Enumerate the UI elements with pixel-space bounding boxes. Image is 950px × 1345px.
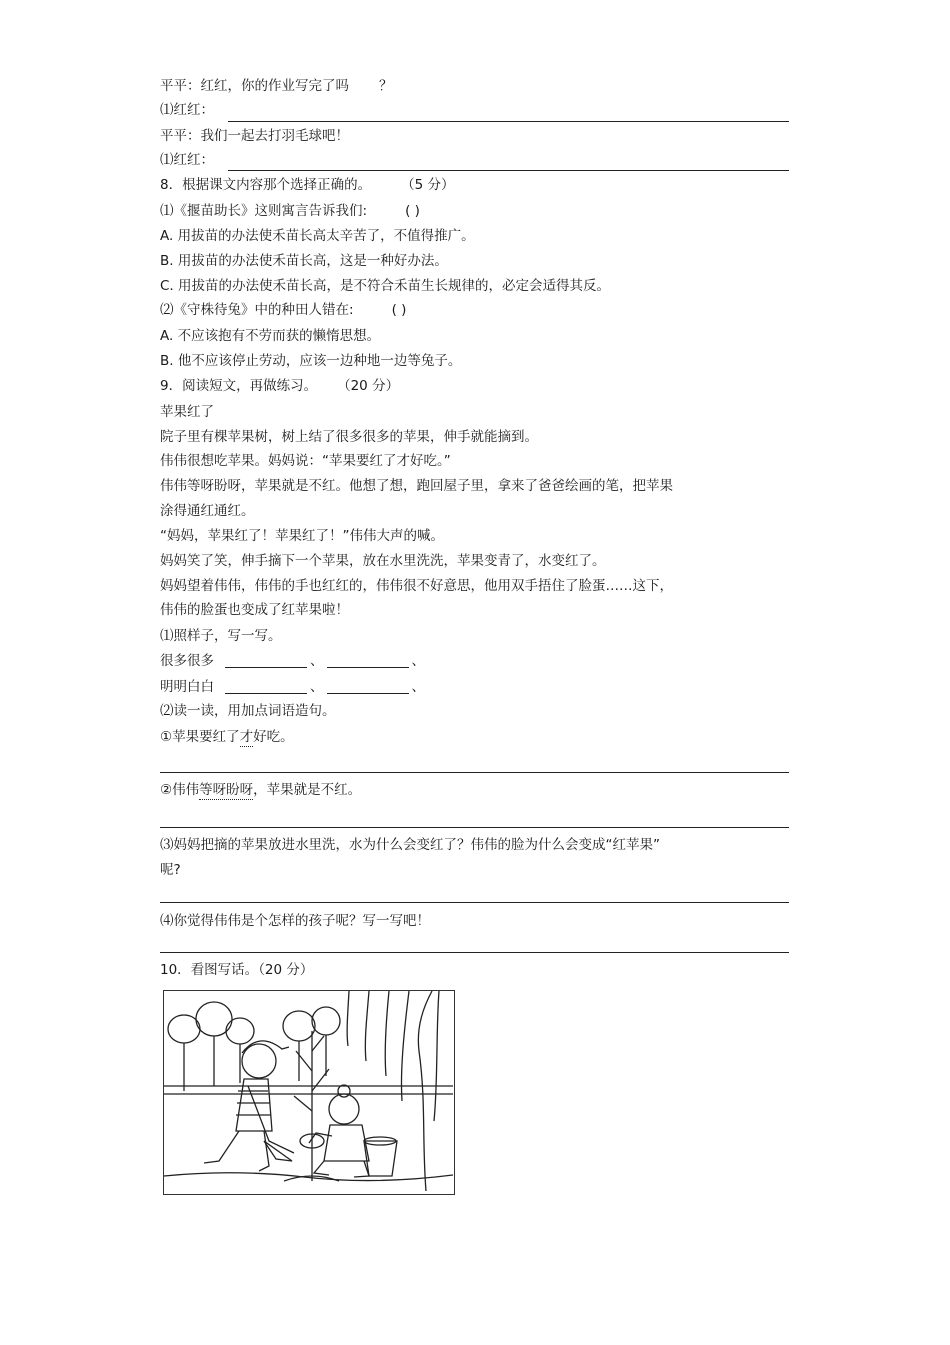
answer-line[interactable]	[160, 827, 789, 828]
answer-line[interactable]	[228, 121, 789, 122]
q8-score: （5 分）	[401, 177, 455, 193]
q8-sub1	[160, 201, 420, 221]
sentence-example-2	[160, 780, 361, 800]
dialog-line-1	[160, 76, 393, 96]
fill-blank[interactable]	[327, 653, 409, 668]
dialog-line-3: 平平：我们一起去打羽毛球吧！	[160, 128, 349, 144]
fill-blank[interactable]	[327, 679, 409, 694]
comma: 、	[411, 653, 425, 669]
q9-sub1: ⑴照样子，写一写。	[160, 628, 282, 644]
q10-score: （20 分）	[258, 962, 314, 978]
q9-title-text: 9．阅读短文，再做练习。	[160, 378, 318, 394]
q10-title	[160, 960, 313, 980]
q9-sub3: ⑶妈妈把摘的苹果放进水里洗，水为什么会变红了？伟伟的脸为什么会变成“红苹果”	[160, 837, 660, 853]
pattern-row-2	[160, 677, 425, 697]
q8-option: A. 用拔苗的办法使禾苗长高太辛苦了，不值得推广。	[160, 228, 475, 244]
story-paragraph: 伟伟等呀盼呀，苹果就是不红。他想了想，跑回屋子里，拿来了爸爸绘画的笔，把苹果	[160, 478, 673, 494]
q9-title	[160, 376, 399, 396]
story-paragraph: 妈妈望着伟伟，伟伟的手也红红的，伟伟很不好意思，他用双手捂住了脸蛋……这下，	[160, 578, 673, 594]
dialog-line-4: ⑴红红：	[160, 152, 214, 168]
q8-option: A. 不应该抱有不劳而获的懒惰思想。	[160, 328, 381, 344]
bush-icon	[283, 1011, 315, 1041]
illustration	[164, 991, 453, 1193]
girl-head	[329, 1094, 359, 1124]
q8-title	[160, 175, 454, 195]
sentence-text: ①苹果要红了	[160, 729, 240, 745]
comma: 、	[411, 679, 425, 695]
q9-score: （20 分）	[337, 378, 400, 394]
sentence-text: ②伟伟	[160, 782, 200, 798]
fill-blank[interactable]	[225, 679, 307, 694]
answer-paren[interactable]: ( )	[391, 302, 407, 318]
bush-icon	[168, 1015, 200, 1043]
q8-option: B. 他不应该停止劳动，应该一边种地一边等兔子。	[160, 353, 462, 369]
sentence-text: 好吃。	[253, 729, 294, 745]
fill-blank[interactable]	[225, 653, 307, 668]
story-paragraph: 伟伟的脸蛋也变成了红苹果啦！	[160, 602, 349, 618]
story-paragraph: “妈妈，苹果红了！苹果红了！”伟伟大声的喊。	[160, 528, 444, 544]
dotted-word: 等呀盼呀	[199, 782, 254, 798]
story-paragraph: 妈妈笑了笑，伸手摘下一个苹果，放在水里洗洗，苹果变青了，水变红了。	[160, 553, 606, 569]
q8-sub2	[160, 300, 406, 320]
q8-title-text: 8．根据课文内容那个选择正确的。	[160, 177, 372, 193]
answer-line[interactable]	[160, 952, 789, 953]
bush-icon	[312, 1007, 340, 1035]
story-paragraph: 涂得通红通红。	[160, 503, 255, 519]
sentence-text: ，苹果就是不红。	[253, 782, 362, 798]
answer-line[interactable]	[160, 772, 789, 773]
bush-icon	[226, 1018, 254, 1044]
dialog-text: 平平：红红，你的作业写完了吗	[160, 78, 349, 94]
pattern-word: 很多很多	[160, 653, 214, 669]
answer-line[interactable]	[228, 170, 789, 171]
q9-sub4: ⑷你觉得伟伟是个怎样的孩子呢？写一写吧！	[160, 913, 430, 929]
comma: 、	[310, 653, 324, 669]
boy-head	[242, 1044, 276, 1078]
answer-line[interactable]	[160, 902, 789, 903]
sentence-example-1	[160, 727, 294, 747]
q8-sub2-text: ⑵《守株待兔》中的种田人错在:	[160, 302, 354, 318]
question-mark: ？	[379, 78, 393, 94]
dotted-word: 才	[239, 729, 254, 745]
story-paragraph: 院子里有棵苹果树，树上结了很多很多的苹果，伸手就能摘到。	[160, 429, 538, 445]
q8-option: C. 用拔苗的办法使禾苗长高，是不符合禾苗生长规律的，必定会适得其反。	[160, 278, 611, 294]
pattern-word: 明明白白	[160, 679, 214, 695]
q8-sub1-text: ⑴《揠苗助长》这则寓言告诉我们:	[160, 203, 368, 219]
q9-sub2: ⑵读一读，用加点词语造句。	[160, 703, 336, 719]
story-title: 苹果红了	[160, 404, 214, 420]
dialog-line-2: ⑴红红：	[160, 102, 214, 118]
comma: 、	[310, 679, 324, 695]
tree-planting-picture	[163, 990, 455, 1195]
q8-option: B. 用拔苗的办法使禾苗长高，这是一种好办法。	[160, 253, 448, 269]
pattern-row-1	[160, 651, 425, 671]
story-paragraph: 伟伟很想吃苹果。妈妈说：“苹果要红了才好吃。”	[160, 453, 451, 469]
q9-sub3-cont: 呢?	[160, 862, 181, 878]
q10-title-text: 10．看图写话。	[160, 962, 259, 978]
answer-paren[interactable]: ( )	[405, 203, 420, 219]
